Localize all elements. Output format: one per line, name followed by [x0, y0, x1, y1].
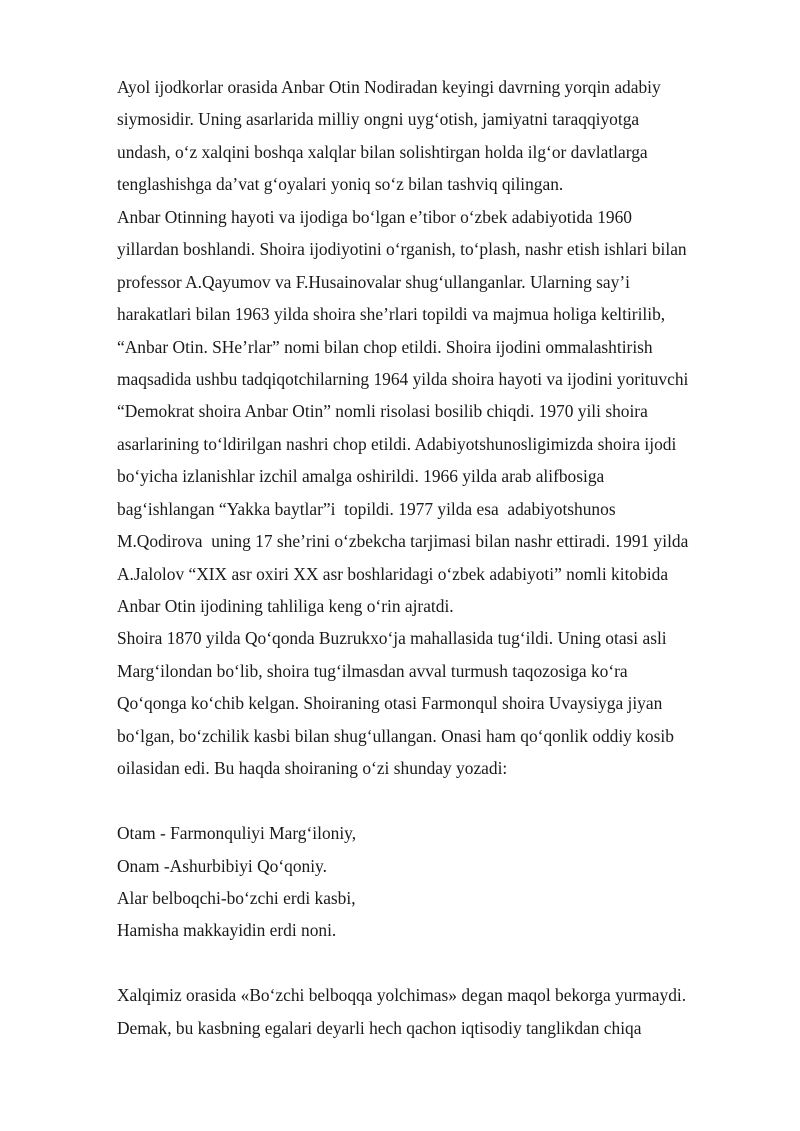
document-body — [117, 71, 757, 1044]
text-line: yillardan boshlandi. Shoira ijodiyotini o‘rganish, to‘plash, nashr etish ishlari bilan — [117, 239, 687, 260]
text-line: professor A.Qayumov va F.Husainovalar shug‘ullanganlar. Ularning say’i — [117, 271, 630, 292]
poem-line: Otam - Farmonquliyi Marg‘iloniy, — [117, 823, 357, 844]
paragraph-intro — [117, 71, 757, 201]
text-line: siymosidir. Uning asarlarida milliy ongni uyg‘otish, jamiyatni taraqqiyotga — [117, 109, 640, 130]
text-line: Qo‘qonga ko‘chib kelgan. Shoiraning otasi Farmonqul shoira Uvaysiyga jiyan — [117, 693, 663, 714]
text-line: bo‘yicha izlanishlar izchil amalga oshirildi. 1966 yilda arab alifbosiga — [117, 466, 605, 487]
text-line: Xalqimiz orasida «Bo‘zchi belboqqa yolchimas» degan maqol bekorga yurmaydi. — [117, 985, 687, 1006]
text-line: Marg‘ilondan bo‘lib, shoira tug‘ilmasdan avval turmush taqozosiga ko‘ra — [117, 660, 628, 681]
text-line: asarlarining to‘ldirilgan nashri chop etildi. Adabiyotshunosligimizda shoira ijodi — [117, 433, 677, 454]
text-line: maqsadida ushbu tadqiqotchilarning 1964 yilda shoira hayoti va ijodini yorituvchi — [117, 368, 689, 389]
text-line: bo‘lgan, bo‘zchilik kasbi bilan shug‘ullangan. Onasi ham qo‘qonlik oddiy kosib — [117, 725, 674, 746]
paragraph-proverb — [117, 979, 757, 1044]
text-line: undash, o‘z xalqini boshqa xalqlar bilan solishtirgan holda ilg‘or davlatlarga — [117, 141, 648, 162]
poem-stanza — [117, 817, 757, 947]
paragraph-research-history — [117, 201, 757, 623]
text-line: Anbar Otinning hayoti va ijodiga bo‘lgan e’tibor o‘zbek adabiyotida 1960 — [117, 206, 632, 227]
text-line: Shoira 1870 yilda Qo‘qonda Buzrukxo‘ja mahallasida tug‘ildi. Uning otasi asli — [117, 628, 667, 649]
text-line: Demak, bu kasbning egalari deyarli hech qachon iqtisodiy tanglikdan chiqa — [117, 1017, 642, 1038]
paragraph-spacer — [117, 947, 757, 979]
text-line: M.Qodirova uning 17 she’rini o‘zbekcha tarjimasi bilan nashr ettiradi. 1991 yilda — [117, 531, 689, 552]
text-line: “Demokrat shoira Anbar Otin” nomli risolasi bosilib chiqdi. 1970 yili shoira — [117, 401, 648, 422]
paragraph-spacer — [117, 785, 757, 817]
paragraph-biography — [117, 622, 757, 784]
text-line: harakatlari bilan 1963 yilda shoira she’rlari topildi va majmua holiga keltirilib, — [117, 304, 666, 325]
text-line: Anbar Otin ijodining tahliliga keng o‘rin ajratdi. — [117, 596, 454, 616]
text-line: oilasidan edi. Bu haqda shoiraning o‘zi shunday yozadi: — [117, 758, 508, 779]
text-line: “Anbar Otin. SHe’rlar” nomi bilan chop etildi. Shoira ijodini ommalashtirish — [117, 336, 653, 357]
text-line: A.Jalolov “XIX asr oxiri XX asr boshlaridagi o‘zbek adabiyoti” nomli kitobida — [117, 563, 669, 584]
poem-line: Onam -Ashurbibiyi Qo‘qoniy. — [117, 855, 327, 876]
text-line: Ayol ijodkorlar orasida Anbar Otin Nodiradan keyingi davrning yorqin adabiy — [117, 77, 661, 97]
poem-line: Hamisha makkayidin erdi noni. — [117, 920, 337, 941]
text-line: bag‘ishlangan “Yakka baytlar”i topildi. 1977 yilda esa adabiyotshunos — [117, 498, 616, 519]
text-line: tenglashishga da’vat g‘oyalari yoniq so‘z bilan tashviq qilingan. — [117, 174, 564, 195]
poem-line: Alar belboqchi-bo‘zchi erdi kasbi, — [117, 887, 356, 908]
